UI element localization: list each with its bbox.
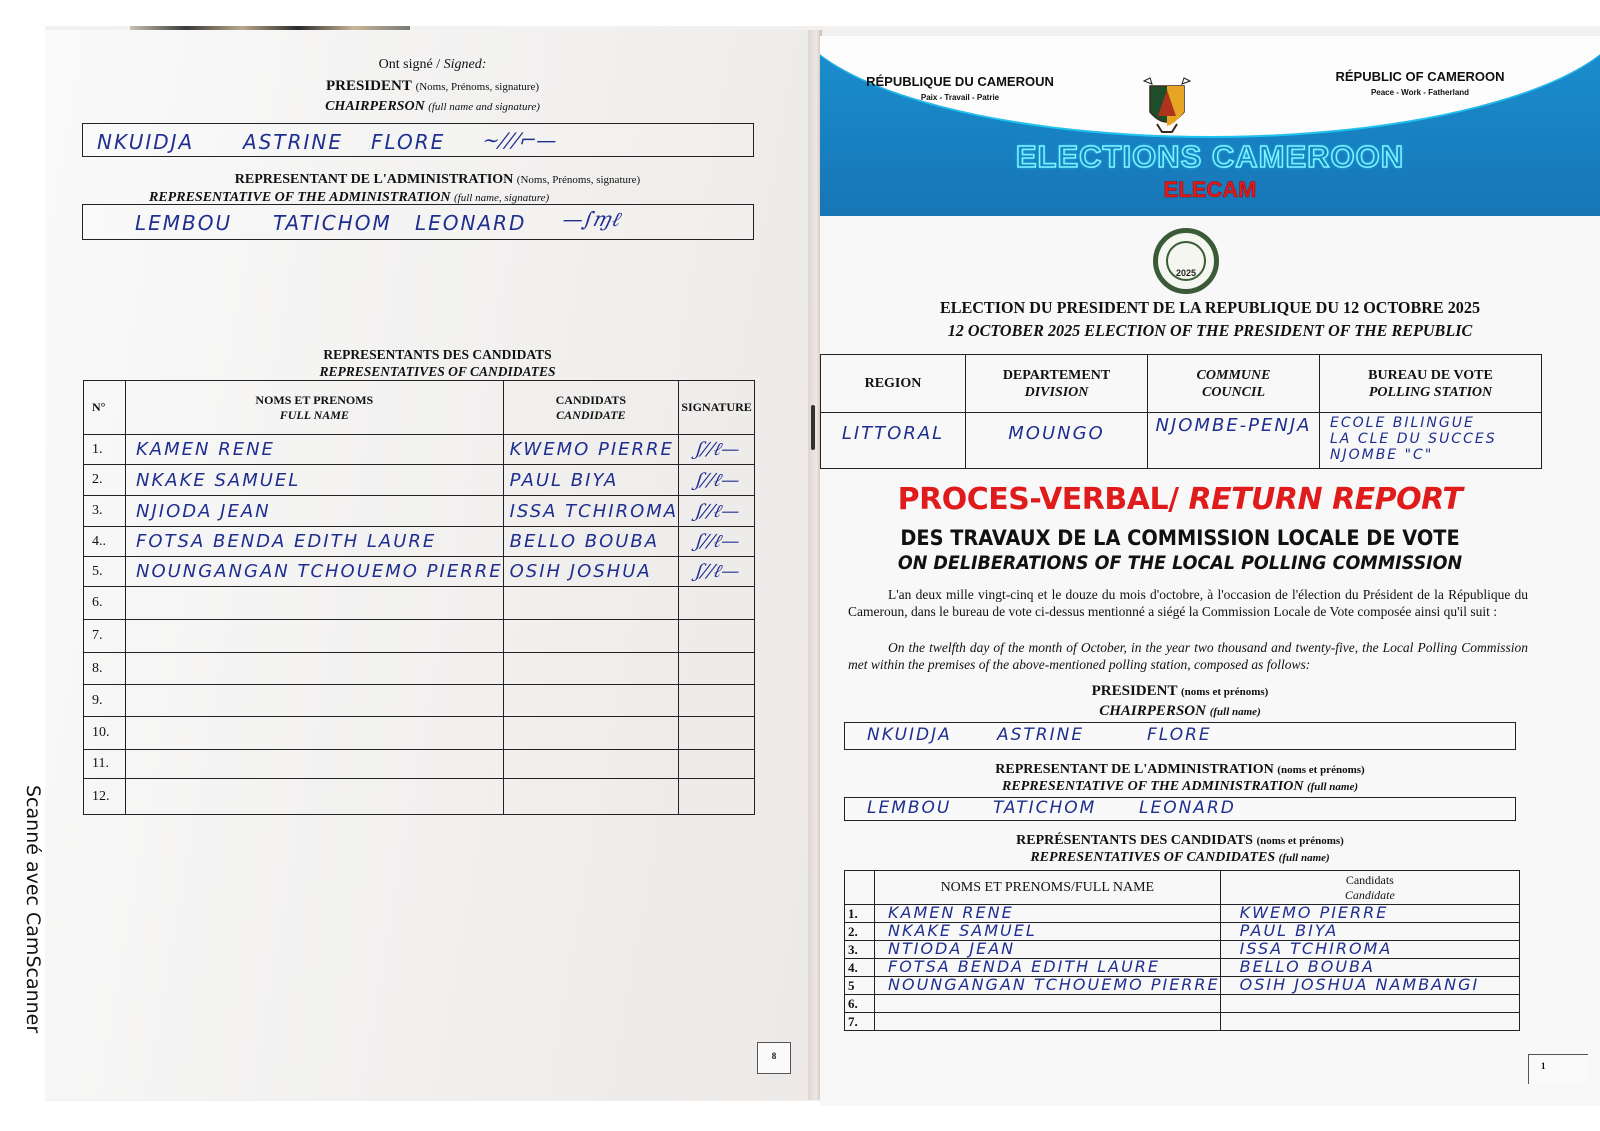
r-candidates-title: REPRÉSENTANTS DES CANDIDATS	[1016, 833, 1253, 848]
loc-col-station	[1320, 355, 1542, 413]
representative-name	[126, 754, 136, 775]
row-number: 4..	[84, 527, 126, 557]
republic-en-title: RÉPUBLIC OF CAMEROON	[1335, 69, 1505, 84]
representative-name	[126, 593, 136, 614]
candidate-name: ISSA TCHIROMA	[1239, 939, 1393, 958]
col-full-name	[126, 381, 504, 435]
admin-firstname: TATICHOM	[273, 211, 392, 235]
candidate-name: BELLO BOUBA	[509, 531, 660, 552]
row-number: 4.	[845, 959, 875, 977]
r-president-name-box[interactable]	[844, 722, 1516, 750]
president-surname: NKUIDJA	[97, 130, 195, 154]
r-president-middlename: FLORE	[1147, 725, 1212, 745]
table-row	[84, 685, 755, 717]
candidate-cell[interactable]	[1220, 977, 1519, 995]
signature-cell[interactable]	[679, 653, 755, 685]
candidates-title-fr: REPRESENTANTS DES CANDIDATS	[323, 347, 552, 362]
signature-mark: ʃ∕∕ℓ—	[694, 439, 743, 460]
org-acronym: ELECAM	[1163, 177, 1257, 202]
signature-cell[interactable]	[679, 685, 755, 717]
admin-hint-en: (full name, signature)	[453, 192, 550, 204]
representative-name: FOTSA BENDA EDITH LAURE	[136, 531, 437, 552]
table-row	[84, 779, 755, 815]
representative-name-cell[interactable]	[126, 620, 504, 653]
r-chairperson-heading	[820, 703, 1540, 720]
candidate-name: OSIH JOSHUA	[509, 561, 652, 582]
admin-name-box[interactable]	[82, 204, 754, 240]
representative-name: NKAKE SAMUEL	[888, 921, 1037, 940]
candidate-name: KWEMO PIERRE	[509, 439, 674, 460]
table-row	[84, 557, 755, 587]
signature-cell[interactable]	[679, 435, 755, 465]
loc-council-fr: COMMUNE	[1196, 367, 1271, 383]
representative-name-cell[interactable]	[875, 905, 1221, 923]
candidate-cell[interactable]	[503, 717, 678, 750]
r-admin-title: REPRESENTANT DE L'ADMINISTRATION	[995, 762, 1274, 777]
election-title-en: 12 OCTOBER 2025 ELECTION OF THE PRESIDENT OF THE REPUBLIC	[947, 321, 1473, 340]
table-row	[845, 995, 1520, 1013]
candidate-cell[interactable]	[503, 750, 678, 779]
candidate-cell[interactable]	[503, 496, 678, 527]
col-name-en: FULL NAME	[279, 407, 349, 422]
col-signature: SIGNATURE	[679, 381, 755, 435]
candidate-name: PAUL BIYA	[1239, 921, 1339, 940]
row-number: 6.	[84, 587, 126, 620]
col-name-fr: NOMS ET PRENOMS	[255, 392, 374, 407]
loc-council-en: COUNCIL	[1201, 384, 1265, 400]
coat-of-arms-icon	[1142, 76, 1192, 136]
table-row	[84, 750, 755, 779]
candidate-cell[interactable]	[503, 653, 678, 685]
signed-label	[45, 57, 810, 73]
admin-middlename: LEONARD	[415, 211, 527, 235]
r-admin-firstname: TATICHOM	[993, 798, 1097, 818]
row-number: 1.	[84, 435, 126, 465]
representative-name-cell[interactable]	[126, 750, 504, 779]
candidate-cell[interactable]	[1220, 923, 1519, 941]
loc-col-council	[1148, 355, 1320, 413]
loc-station-fr: BUREAU DE VOTE	[1368, 367, 1493, 383]
row-number: 5.	[84, 557, 126, 587]
candidate-name	[1224, 1011, 1240, 1030]
candidate-name	[504, 723, 510, 744]
r-admin-heading-en	[820, 779, 1540, 795]
admin-signature: —∫ɱℓ	[559, 207, 625, 231]
candidate-cell[interactable]	[1220, 1013, 1519, 1031]
r-col-num	[845, 871, 875, 905]
representative-name: NKAKE SAMUEL	[136, 469, 301, 491]
republic-fr-motto: Paix - Travail - Patrie	[920, 93, 1000, 102]
signature-cell[interactable]	[679, 496, 755, 527]
page-number-left: 8	[757, 1042, 791, 1074]
signed-label-en: Signed:	[443, 57, 487, 72]
election-title-fr: ELECTION DU PRESIDENT DE LA REPUBLIQUE DU 12 OCTOBRE 2025	[939, 298, 1481, 317]
table-row	[845, 923, 1520, 941]
col-num: N°	[84, 381, 126, 435]
president-heading	[45, 78, 810, 95]
r-candidates-hint-en: (full name)	[1278, 852, 1330, 864]
representative-name: KAMEN RENE	[888, 903, 1014, 922]
representative-name-cell[interactable]	[875, 923, 1221, 941]
representative-name: NOUNGANGAN TCHOUEMO PIERRE	[136, 561, 503, 582]
row-number: 5	[845, 977, 875, 995]
r-candidates-table	[844, 870, 1520, 1031]
left-page	[45, 30, 810, 1100]
candidate-cell[interactable]	[1220, 941, 1519, 959]
representative-name: KAMEN RENE	[136, 439, 275, 460]
representative-name: NJIODA JEAN	[136, 500, 271, 522]
region-text: LITTORAL	[841, 423, 945, 444]
candidate-name	[504, 593, 510, 614]
candidate-cell[interactable]	[503, 779, 678, 815]
candidate-name	[504, 658, 510, 679]
loc-col-division	[966, 355, 1148, 413]
signature-mark: ʃ∕∕ℓ—	[694, 531, 743, 552]
republic-fr	[865, 74, 1055, 102]
representative-name-cell[interactable]	[875, 995, 1221, 1013]
representative-name-cell[interactable]	[126, 527, 504, 557]
table-row	[84, 496, 755, 527]
republic-en-motto: Peace - Work - Fatherland	[1370, 88, 1470, 97]
candidate-cell[interactable]	[503, 620, 678, 653]
row-number: 10.	[84, 717, 126, 750]
r-candidates-heading	[820, 833, 1540, 849]
table-row	[845, 1013, 1520, 1031]
representative-name	[878, 1011, 888, 1030]
page-number-right: 1	[1528, 1054, 1588, 1084]
r-president-surname: NKUIDJA	[867, 725, 952, 745]
report-title	[820, 482, 1540, 517]
representative-name-cell[interactable]	[126, 653, 504, 685]
candidate-name: OSIH JOSHUA NAMBANGI	[1239, 975, 1480, 994]
admin-title: REPRESENTANT DE L'ADMINISTRATION	[234, 172, 514, 187]
report-title-fr: PROCES-VERBAL/	[897, 482, 1189, 517]
col-candidate	[503, 381, 678, 435]
representative-name-cell[interactable]	[126, 435, 504, 465]
r-president-heading	[820, 683, 1540, 700]
representative-name	[878, 993, 888, 1012]
table-row	[84, 435, 755, 465]
loc-division-en: DIVISION	[1024, 384, 1089, 400]
r-admin-heading	[820, 762, 1540, 778]
representative-name-cell[interactable]	[126, 779, 504, 815]
intro-fr-text: L'an deux mille vingt-cinq et le douze du mois d'octobre, à l'occasion de l'élection du Président de la République du Cameroun, dans le bureau de vote ci-dessus mentionné a siégé la Commission Locale de Vote composée ainsi qu'il suit :	[848, 587, 1528, 619]
table-row	[84, 620, 755, 653]
row-number: 2.	[84, 465, 126, 496]
loc-region-value[interactable]	[821, 413, 966, 469]
signed-label-fr: Ont signé /	[378, 57, 444, 72]
candidate-cell[interactable]	[503, 587, 678, 620]
table-row	[845, 905, 1520, 923]
representative-name	[126, 690, 136, 711]
staple-top	[811, 405, 815, 450]
loc-station-value[interactable]	[1320, 413, 1542, 469]
representative-name-cell[interactable]	[875, 1013, 1221, 1031]
representative-name: FOTSA BENDA EDITH LAURE	[888, 957, 1160, 976]
election-seal-icon	[1153, 228, 1219, 294]
row-number: 6.	[845, 995, 875, 1013]
representative-name-cell[interactable]	[875, 941, 1221, 959]
table-row	[845, 941, 1520, 959]
signature-cell[interactable]	[679, 750, 755, 779]
table-row	[84, 587, 755, 620]
row-number: 3.	[845, 941, 875, 959]
report-subtitle-en: ON DELIBERATIONS OF THE LOCAL POLLING COMMISSION	[897, 552, 1463, 574]
candidate-cell[interactable]	[1220, 995, 1519, 1013]
representative-name-cell[interactable]	[126, 685, 504, 717]
report-title-en: RETURN REPORT	[1188, 482, 1463, 517]
republic-fr-title: RÉPUBLIQUE DU CAMEROUN	[866, 74, 1054, 89]
candidate-cell[interactable]	[503, 465, 678, 496]
r-candidates-table-body	[845, 905, 1520, 1031]
r-admin-hint: (noms et prénoms)	[1277, 764, 1365, 776]
seal-year: 2025	[1166, 241, 1206, 281]
row-number: 8.	[84, 653, 126, 685]
signature-cell[interactable]	[679, 465, 755, 496]
intro-paragraph-fr	[848, 586, 1528, 620]
signature-cell[interactable]	[679, 587, 755, 620]
loc-station-en: POLLING STATION	[1368, 384, 1493, 400]
republic-en	[1325, 69, 1515, 97]
president-hint: (Noms, Prénoms, signature)	[415, 81, 540, 93]
chairperson-title: CHAIRPERSON	[325, 99, 425, 114]
col-candidate-fr: CANDIDATS	[555, 392, 627, 407]
intro-paragraph-en	[848, 639, 1528, 673]
r-candidates-hint: (noms et prénoms)	[1256, 835, 1344, 847]
chairperson-heading	[45, 99, 810, 115]
report-subtitle-fr: DES TRAVAUX DE LA COMMISSION LOCALE DE VOTE	[900, 526, 1460, 550]
representative-name	[126, 786, 136, 807]
representative-name	[126, 658, 136, 679]
r-president-firstname: ASTRINE	[997, 725, 1085, 745]
loc-col-region	[821, 355, 966, 413]
representative-name-cell[interactable]	[126, 465, 504, 496]
admin-surname: LEMBOU	[135, 211, 233, 235]
r-president-hint: (noms et prénoms)	[1180, 686, 1269, 698]
row-number: 12.	[84, 779, 126, 815]
intro-en-text: On the twelfth day of the month of October, in the year two thousand and twenty-five, the Local Polling Commission met within the premises of the above-mentioned polling station, composed as follows:	[848, 640, 1528, 672]
candidate-cell[interactable]	[503, 527, 678, 557]
table-row	[845, 959, 1520, 977]
row-number: 3.	[84, 496, 126, 527]
president-name-box[interactable]	[82, 123, 754, 157]
president-firstname: ASTRINE	[243, 130, 343, 154]
org-name: ELECTIONS CAMEROON	[1015, 139, 1405, 174]
candidate-cell[interactable]	[1220, 905, 1519, 923]
signature-cell[interactable]	[679, 557, 755, 587]
candidates-table-body	[84, 435, 755, 815]
signature-cell[interactable]	[679, 717, 755, 750]
r-col-candidate-en: Candidate	[1344, 887, 1395, 902]
row-number: 1.	[845, 905, 875, 923]
r-chairperson-title: CHAIRPERSON	[1099, 703, 1206, 719]
representative-name-cell[interactable]	[875, 959, 1221, 977]
candidate-cell[interactable]	[503, 435, 678, 465]
candidate-name: KWEMO PIERRE	[1239, 903, 1389, 922]
candidates-title-en: REPRESENTATIVES OF CANDIDATES	[319, 364, 556, 379]
candidate-name	[504, 754, 510, 775]
r-admin-title-en: REPRESENTATIVE OF THE ADMINISTRATION	[1001, 779, 1304, 794]
candidate-name: PAUL BIYA	[509, 469, 619, 491]
signature-mark: ʃ∕∕ℓ—	[694, 469, 743, 491]
r-admin-name-box[interactable]	[844, 797, 1516, 821]
r-admin-hint-en: (full name)	[1306, 781, 1358, 793]
candidate-name	[504, 690, 510, 711]
r-col-candidate	[1220, 871, 1519, 905]
representative-name	[126, 723, 136, 744]
representative-name-cell[interactable]	[126, 587, 504, 620]
location-table	[820, 354, 1542, 469]
candidate-cell[interactable]	[503, 557, 678, 587]
division-text: MOUNGO	[1008, 423, 1105, 444]
candidate-name	[504, 786, 510, 807]
signature-cell[interactable]	[679, 779, 755, 815]
president-signature: ~∕∕∕⌐—	[479, 128, 560, 152]
signature-cell[interactable]	[679, 527, 755, 557]
camscanner-watermark: Scanné avec CamScanner	[22, 785, 44, 1034]
loc-division-fr: DEPARTEMENT	[1002, 367, 1111, 383]
table-row	[84, 717, 755, 750]
row-number: 2.	[845, 923, 875, 941]
representative-name-cell[interactable]	[875, 977, 1221, 995]
station-line-3: NJOMBE "C"	[1330, 447, 1434, 463]
representative-name-cell[interactable]	[126, 717, 504, 750]
signature-mark: ʃ∕∕ℓ—	[694, 500, 743, 522]
chairperson-hint: (full name and signature)	[428, 101, 540, 113]
r-candidates-heading-en	[820, 850, 1540, 866]
r-president-title: PRESIDENT	[1091, 683, 1178, 699]
loc-division-value[interactable]	[966, 413, 1148, 469]
candidate-name: BELLO BOUBA	[1239, 957, 1375, 976]
signature-mark: ʃ∕∕ℓ—	[694, 561, 743, 582]
candidate-name: ISSA TCHIROMA	[509, 500, 679, 522]
elecam-banner	[820, 36, 1600, 216]
signature-cell[interactable]	[679, 620, 755, 653]
admin-title-en: REPRESENTATIVE OF THE ADMINISTRATION	[149, 190, 451, 205]
loc-region-label: REGION	[864, 376, 922, 391]
president-middlename: FLORE	[371, 130, 446, 154]
col-candidate-en: CANDIDATE	[556, 407, 626, 422]
admin-heading	[45, 172, 810, 188]
president-title: PRESIDENT	[325, 78, 412, 94]
table-row	[84, 653, 755, 685]
candidate-name	[504, 626, 510, 647]
station-line-1: ECOLE BILINGUE	[1330, 415, 1475, 431]
r-candidates-title-en: REPRESENTATIVES OF CANDIDATES	[1030, 850, 1276, 865]
r-col-candidate-fr: Candidats	[1345, 872, 1394, 887]
representative-name: NOUNGANGAN TCHOUEMO PIERRE	[888, 975, 1220, 994]
right-page	[820, 36, 1600, 1106]
row-number: 11.	[84, 750, 126, 779]
r-admin-surname: LEMBOU	[867, 798, 952, 818]
table-row	[845, 977, 1520, 995]
table-row	[84, 465, 755, 496]
council-text: NJOMBE-PENJA	[1155, 415, 1312, 436]
representative-name: NTIODA JEAN	[888, 939, 1016, 958]
candidate-name	[1224, 993, 1240, 1012]
row-number: 7.	[84, 620, 126, 653]
representative-name-cell[interactable]	[126, 496, 504, 527]
candidates-table	[83, 380, 755, 815]
representative-name-cell[interactable]	[126, 557, 504, 587]
row-number: 9.	[84, 685, 126, 717]
candidate-cell[interactable]	[1220, 959, 1519, 977]
r-chairperson-hint: (full name)	[1209, 706, 1261, 718]
admin-hint: (Noms, Prénoms, signature)	[516, 174, 641, 186]
station-line-2: LA CLE DU SUCCES	[1330, 431, 1497, 447]
row-number: 7.	[845, 1013, 875, 1031]
loc-council-value[interactable]	[1148, 413, 1320, 469]
r-col-full-name: NOMS ET PRENOMS/FULL NAME	[875, 871, 1221, 905]
candidate-cell[interactable]	[503, 685, 678, 717]
r-admin-middlename: LEONARD	[1139, 798, 1236, 818]
table-row	[84, 527, 755, 557]
representative-name	[126, 626, 136, 647]
